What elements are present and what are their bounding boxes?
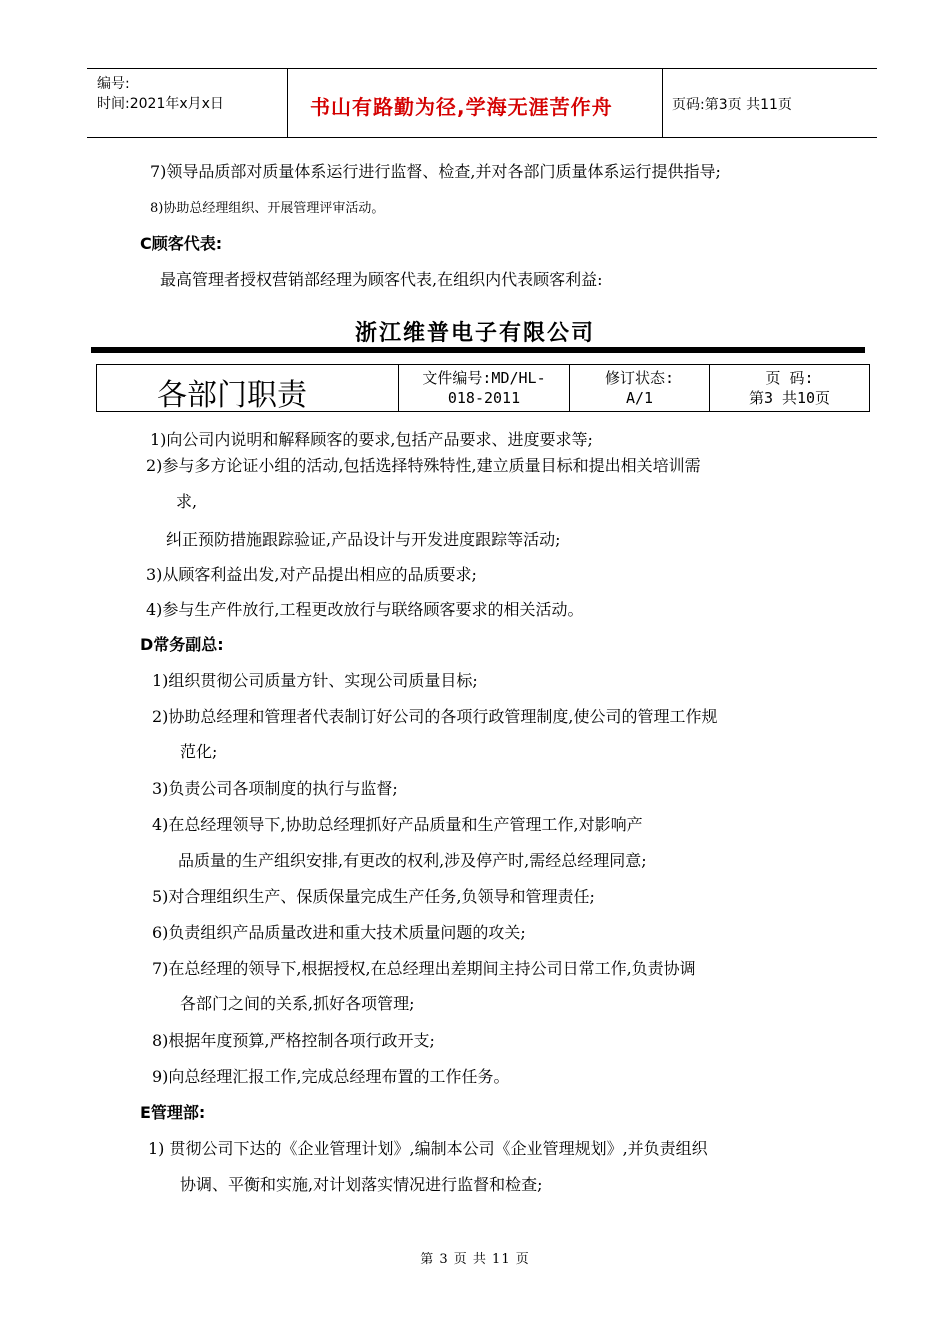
motto: 书山有路勤为径,学海无涯苦作舟 — [310, 95, 613, 119]
page-info: 页码:第3页 共11页 — [672, 97, 792, 113]
c-item: 2)参与多方论证小组的活动,包括选择特殊特性,建立质量目标和提出相关培训需 — [146, 456, 701, 475]
section-c-title: C顾客代表: — [140, 234, 223, 253]
header-page-cell — [662, 69, 877, 137]
d-item: 6)负责组织产品质量改进和重大技术质量问题的攻关; — [152, 923, 526, 942]
page-line-1: 页 码: — [765, 369, 814, 387]
c-item: 求, — [176, 492, 198, 511]
intro-line-8: 8)协助总经理组织、开展管理评审活动。 — [150, 201, 385, 216]
page-header — [87, 68, 877, 138]
intro-line-7: 7)领导品质部对质量体系运行进行监督、检查,并对各部门质量体系运行提供指导; — [150, 162, 721, 181]
revision-line-2: A/1 — [625, 389, 654, 407]
header-motto-cell — [287, 69, 663, 137]
page-cell — [710, 365, 869, 411]
d-item: 各部门之间的关系,抓好各项管理; — [180, 994, 415, 1013]
d-item: 1)组织贯彻公司质量方针、实现公司质量目标; — [152, 671, 478, 690]
d-item: 5)对合理组织生产、保质保量完成生产任务,负领导和管理责任; — [152, 887, 595, 906]
doc-title-cell — [97, 365, 399, 411]
page-line-2: 第3 共10页 — [748, 389, 831, 407]
section-e-title: E管理部: — [140, 1103, 206, 1122]
e-item: 协调、平衡和实施,对计划落实情况进行监督和检查; — [180, 1175, 543, 1194]
header-divider — [91, 347, 865, 353]
file-number-line-1: 文件编号:MD/HL- — [422, 369, 546, 387]
c-item: 纠正预防措施跟踪验证,产品设计与开发进度跟踪等活动; — [166, 530, 561, 549]
d-item: 3)负责公司各项制度的执行与监督; — [152, 779, 398, 798]
d-item: 4)在总经理领导下,协助总经理抓好产品质量和生产管理工作,对影响产 — [152, 815, 643, 834]
company-name: 浙江维普电子有限公司 — [354, 321, 595, 346]
doc-info-table — [96, 364, 870, 412]
c-item: 4)参与生产件放行,工程更改放行与联络顾客要求的相关活动。 — [146, 600, 584, 619]
file-number-line-2: 018-2011 — [447, 389, 521, 407]
d-item: 2)协助总经理和管理者代表制订好公司的各项行政管理制度,使公司的管理工作规 — [152, 707, 718, 726]
section-c-desc: 最高管理者授权营销部经理为顾客代表,在组织内代表顾客利益: — [160, 270, 603, 289]
file-number-cell — [399, 365, 570, 411]
d-item: 7)在总经理的领导下,根据授权,在总经理出差期间主持公司日常工作,负责协调 — [152, 959, 696, 978]
e-item: 1) 贯彻公司下达的《企业管理计划》,编制本公司《企业管理规划》,并负责组织 — [148, 1139, 708, 1158]
section-d-title: D常务副总: — [140, 635, 224, 654]
d-item: 品质量的生产组织安排,有更改的权利,涉及停产时,需经总经理同意; — [178, 851, 647, 870]
page-footer: 第 3 页 共 11 页 — [420, 1252, 530, 1267]
page-number — [710, 368, 869, 408]
number-label: 编号: — [97, 76, 130, 92]
d-item: 9)向总经理汇报工作,完成总经理布置的工作任务。 — [152, 1067, 510, 1086]
header-meta-cell — [87, 69, 287, 137]
d-item: 8)根据年度预算,严格控制各项行政开支; — [152, 1031, 435, 1050]
c-item: 1)向公司内说明和解释顾客的要求,包括产品要求、进度要求等; — [150, 430, 593, 449]
file-number — [399, 368, 569, 408]
doc-title: 各部门职责 — [157, 378, 307, 413]
time-label: 时间:2021年x月x日 — [97, 96, 224, 112]
revision-cell — [570, 365, 710, 411]
c-item: 3)从顾客利益出发,对产品提出相应的品质要求; — [146, 565, 477, 584]
d-item: 范化; — [180, 742, 218, 761]
revision-line-1: 修订状态: — [604, 369, 675, 387]
revision — [570, 368, 709, 408]
